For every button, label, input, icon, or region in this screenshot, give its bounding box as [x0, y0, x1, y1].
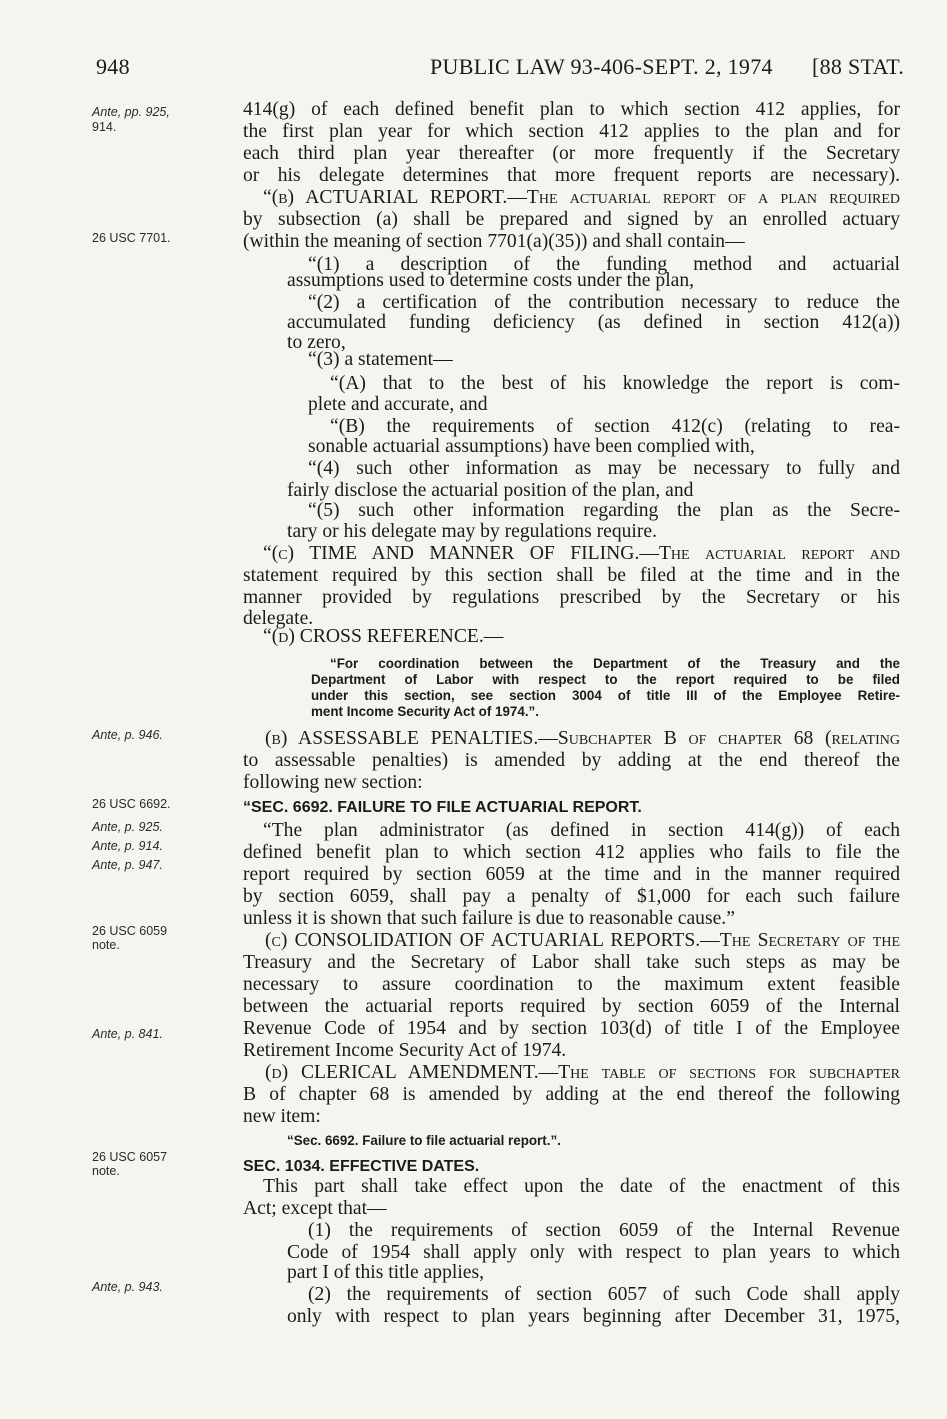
text-line: B of chapter 68 is amended by adding at the end thereof the following [243, 1084, 900, 1105]
text-line: Act; except that— [243, 1198, 387, 1219]
text-line: (d) CLERICAL AMENDMENT.—The table of sections for subchapter [265, 1062, 900, 1083]
text-line: “The plan administrator (as defined in section 414(g)) of each [263, 820, 900, 841]
text-line: Revenue Code of 1954 and by section 103(d) of title I of the Employee [243, 1018, 900, 1039]
text-line: “(A) that to the best of his knowledge the report is com- [330, 373, 900, 394]
margin-note: Ante, pp. 925, [92, 105, 170, 119]
text-line: “(b) ACTUARIAL REPORT.—The actuarial report of a plan required [263, 187, 900, 208]
text-line: tary or his delegate may by regulations require. [287, 521, 657, 542]
text-line: plete and accurate, and [308, 394, 488, 415]
text-line: 414(g) of each defined benefit plan to which section 412 applies, for [243, 99, 900, 120]
text-line: “(4) such other information as may be necessary to fully and [308, 458, 900, 479]
margin-note: 26 USC 7701. [92, 231, 171, 245]
text-line: or his delegate determines that more frequent reports are necessary). [243, 165, 900, 186]
margin-note: 26 USC 6057 [92, 1150, 168, 1164]
text-line: Retirement Income Security Act of 1974. [243, 1040, 567, 1061]
text-line: defined benefit plan to which section 412 applies who fails to file the [243, 842, 900, 863]
text-line: “(d) CROSS REFERENCE.— [263, 626, 504, 647]
section-heading: “SEC. 6692. FAILURE TO FILE ACTUARIAL REPORT. [243, 799, 642, 816]
text-line: “(B) the requirements of section 412(c) (relating to rea- [330, 416, 900, 437]
text-line: manner provided by regulations prescribed by the Secretary or his [243, 587, 900, 608]
text-line: the first plan year for which section 412 applies to the plan and for [243, 121, 900, 142]
margin-note: Ante, p. 947. [92, 858, 163, 872]
text-line: statement required by this section shall be filed at the time and in the [243, 565, 900, 586]
margin-note: 26 USC 6692. [92, 797, 171, 811]
text-line: by section 6059, shall pay a penalty of $1,000 for each such failure [243, 886, 900, 907]
margin-note: Ante, p. 925. [92, 820, 163, 834]
text-line: each third plan year thereafter (or more frequently if the Secretary [243, 143, 900, 164]
text-line: fairly disclose the actuarial position of the plan, and [287, 480, 694, 501]
text-line: following new section: [243, 772, 423, 793]
text-line: (1) the requirements of section 6059 of the Internal Revenue [308, 1220, 900, 1241]
text-line: by subsection (a) shall be prepared and signed by an enrolled actuary [243, 209, 900, 230]
text-line: between the actuarial reports required by section 6059 of the Internal [243, 996, 900, 1017]
text-line: accumulated funding deficiency (as defined in section 412(a)) [287, 312, 900, 333]
margin-note: Ante, p. 914. [92, 839, 163, 853]
text-line: to assessable penalties) is amended by adding at the end thereof the [243, 750, 900, 771]
margin-note: Ante, p. 841. [92, 1027, 163, 1041]
text-line: (b) ASSESSABLE PENALTIES.—Subchapter B of chapter 68 (relating [265, 728, 900, 749]
margin-note: note. [92, 1164, 120, 1178]
text-line: assumptions used to determine costs under the plan, [287, 270, 695, 291]
text-line: delegate. [243, 608, 314, 629]
text-line: report required by section 6059 at the time and in the manner required [243, 864, 900, 885]
margin-note: Ante, p. 946. [92, 728, 163, 742]
text-line: (2) the requirements of section 6057 of such Code shall apply [308, 1284, 900, 1305]
table-of-sections-item: “Sec. 6692. Failure to file actuarial report.”. [287, 1133, 561, 1148]
text-line: necessary to assure coordination to the maximum extent feasible [243, 974, 900, 995]
margin-note: 914. [92, 120, 117, 134]
cross-reference-note: ment Income Security Act of 1974.”. [311, 704, 539, 719]
text-line: only with respect to plan years beginning after December 31, 1975, [287, 1306, 900, 1327]
statute-reference: [88 STAT. [812, 54, 905, 79]
page-number: 948 [96, 54, 130, 79]
text-line: “(c) TIME AND MANNER OF FILING.—The actuarial report and [263, 543, 900, 564]
running-title: PUBLIC LAW 93-406-SEPT. 2, 1974 [430, 54, 773, 79]
text-line: to zero, [287, 332, 346, 353]
text-line: part I of this title applies, [287, 1262, 484, 1283]
text-line: new item: [243, 1106, 321, 1127]
text-line: “(1) a description of the funding method and actuarial [308, 254, 900, 275]
margin-note: note. [92, 938, 120, 952]
text-line: (within the meaning of section 7701(a)(35)) and shall contain— [243, 231, 745, 252]
cross-reference-note: Department of Labor with respect to the report required to be filed [311, 672, 900, 687]
text-line: This part shall take effect upon the date of the enactment of this [263, 1176, 900, 1197]
cross-reference-note: under this section, see section 3004 of title III of the Employee Retire- [311, 688, 900, 703]
cross-reference-note: “For coordination between the Department of the Treasury and the [330, 656, 900, 671]
margin-note: Ante, p. 943. [92, 1280, 163, 1294]
text-line: sonable actuarial assumptions) have been complied with, [308, 436, 755, 457]
text-line: “(2) a certification of the contribution necessary to reduce the [308, 292, 900, 313]
text-line: “(5) such other information regarding the plan as the Secre- [308, 500, 900, 521]
text-line: (c) CONSOLIDATION OF ACTUARIAL REPORTS.—The Secretary of the [265, 930, 900, 951]
margin-note: 26 USC 6059 [92, 924, 168, 938]
section-heading: SEC. 1034. EFFECTIVE DATES. [243, 1158, 480, 1175]
text-line: “(3) a statement— [308, 349, 453, 370]
text-line: unless it is shown that such failure is due to reasonable cause.” [243, 908, 735, 929]
text-line: Code of 1954 shall apply only with respect to plan years to which [287, 1242, 900, 1263]
text-line: Treasury and the Secretary of Labor shall take such steps as may be [243, 952, 900, 973]
